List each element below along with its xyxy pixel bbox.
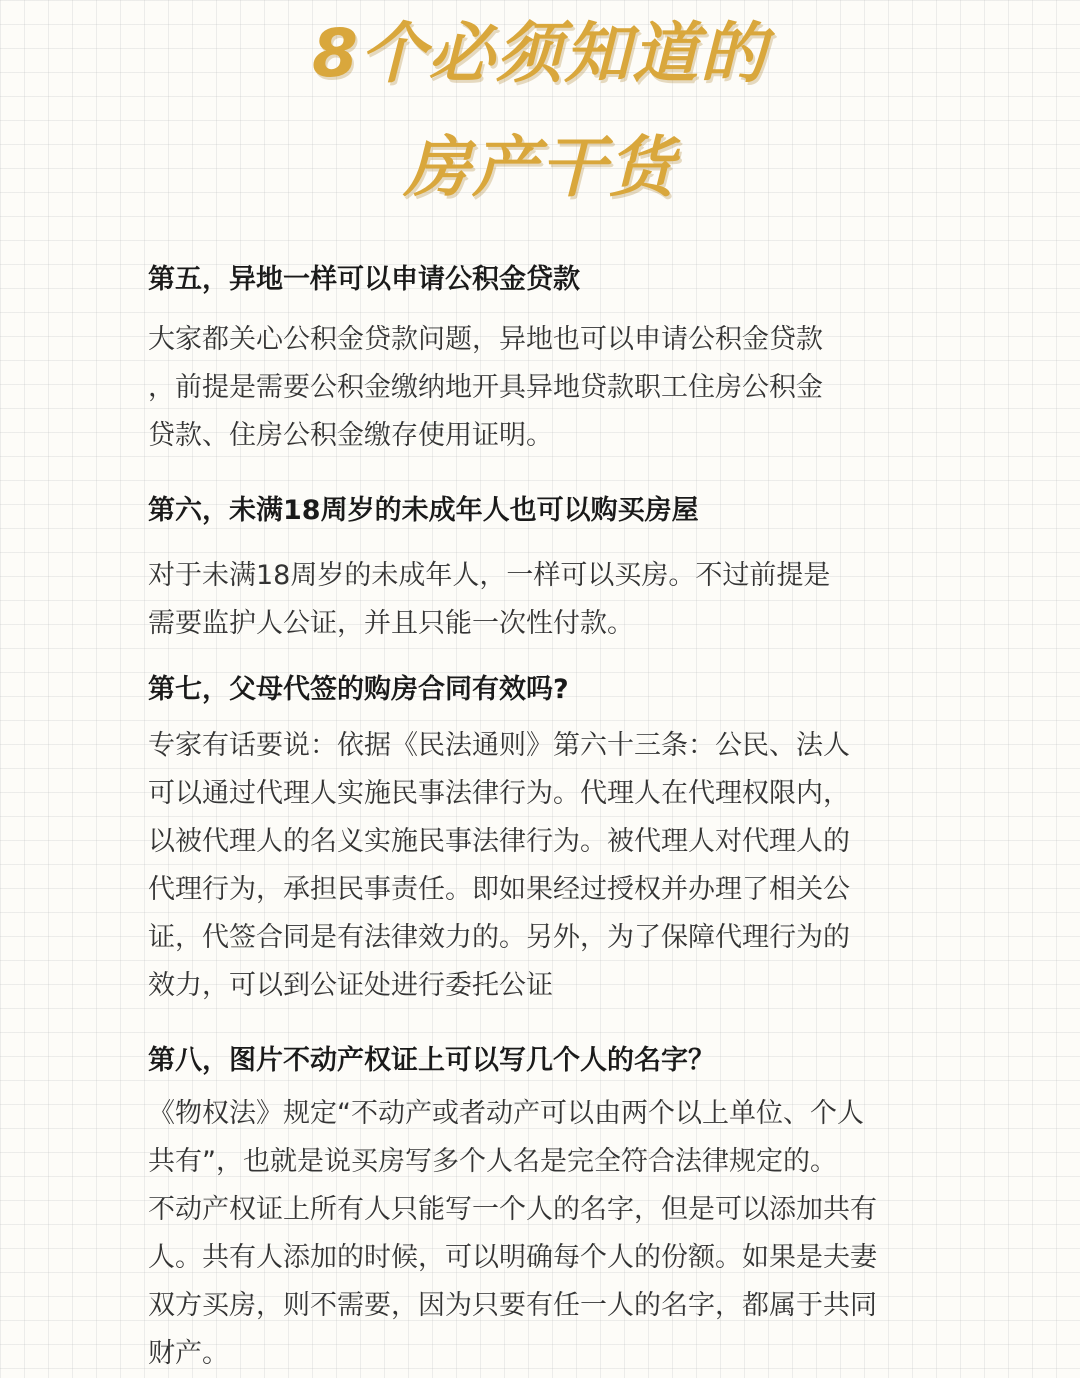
- section-5-line: ，前提是需要公积金缴纳地开具异地贷款职工住房公积金: [148, 372, 823, 403]
- section-8-line: 不动产权证上所有人只能写一个人的名字，但是可以添加共有: [148, 1194, 877, 1225]
- section-8-line: 财产。: [148, 1338, 229, 1369]
- section-7-line: 效力，可以到公证处进行委托公证: [148, 970, 553, 1001]
- section-body-5: [148, 316, 823, 460]
- section-7-line: 以被代理人的名义实施民事法律行为。被代理人对代理人的: [148, 826, 850, 857]
- section-7-line: 可以通过代理人实施民事法律行为。代理人在代理权限内，: [148, 778, 850, 809]
- section-7-line: 证，代签合同是有法律效力的。另外，为了保障代理行为的: [148, 922, 850, 953]
- section-7-line: 专家有话要说：依据《民法通则》第六十三条：公民、法人: [148, 730, 850, 761]
- section-8-line: 双方买房，则不需要，因为只要有任一人的名字，都属于共同: [148, 1290, 877, 1321]
- section-heading-6: 第六，未满18周岁的未成年人也可以购买房屋: [148, 495, 699, 526]
- section-8-line: 人。共有人添加的时候，可以明确每个人的份额。如果是夫妻: [148, 1242, 877, 1273]
- section-body-8: [148, 1090, 877, 1378]
- section-5-line: 大家都关心公积金贷款问题，异地也可以申请公积金贷款: [148, 324, 823, 355]
- section-heading-5: 第五，异地一样可以申请公积金贷款: [148, 264, 580, 295]
- title-line-2: 房产干货: [404, 129, 676, 206]
- section-6-line: 需要监护人公证，并且只能一次性付款。: [148, 608, 634, 639]
- section-5-line: 贷款、住房公积金缴存使用证明。: [148, 420, 553, 451]
- section-body-7: [148, 722, 850, 1010]
- title-line-1: 8个必须知道的: [312, 15, 768, 92]
- section-heading-7: 第七，父母代签的购房合同有效吗?: [148, 674, 569, 705]
- section-8-line: 共有”，也就是说买房写多个人名是完全符合法律规定的。: [148, 1146, 837, 1177]
- section-body-6: [148, 552, 830, 648]
- section-7-line: 代理行为，承担民事责任。即如果经过授权并办理了相关公: [148, 874, 850, 905]
- section-6-line: 对于未满18周岁的未成年人，一样可以买房。不过前提是: [148, 560, 831, 591]
- section-heading-8: 第八，图片不动产权证上可以写几个人的名字？: [148, 1045, 715, 1076]
- section-8-line: 《物权法》规定“不动产或者动产可以由两个以上单位、个人: [148, 1098, 864, 1129]
